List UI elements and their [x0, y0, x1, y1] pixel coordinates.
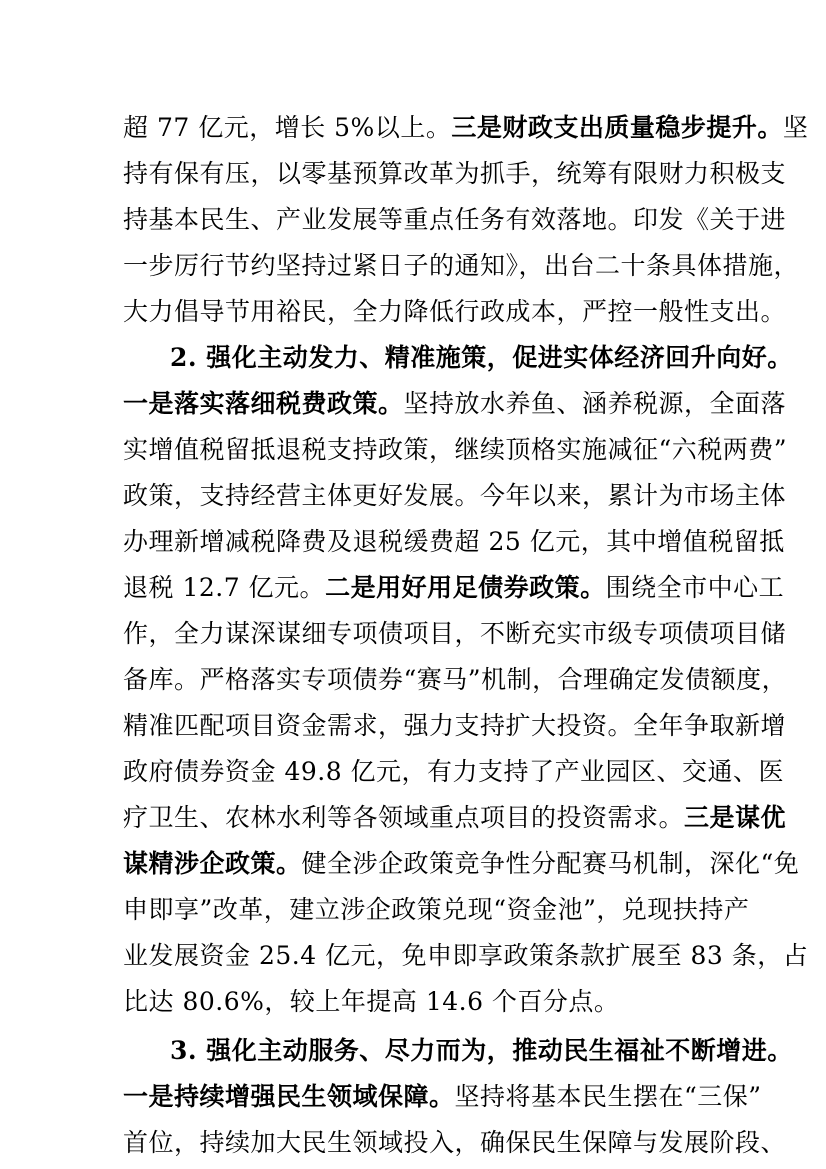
paragraph-line-13	[123, 657, 788, 703]
line-7-text: 坚持放水养鱼、涵养税源，全面落	[403, 389, 787, 418]
line-11-text-a: 退税 12.7 亿元。	[123, 573, 326, 602]
paragraph-line-9	[123, 473, 787, 519]
paragraph-line-15	[123, 749, 785, 795]
paragraph-line-23	[123, 1120, 787, 1166]
line-1-text-b: 坚	[782, 113, 809, 142]
line-10-text: 办理新增减税降费及退税缓费超 25 亿元，其中增值税留抵	[123, 527, 785, 556]
line-23-text: 首位，持续加大民生领域投入，确保民生保障与发展阶段、	[123, 1128, 787, 1157]
line-16-text: 疗卫生、农林水利等各领域重点项目的投资需求。	[123, 803, 685, 832]
line-18-text: 申即享”改革，建立涉企政策兑现“资金池”，兑现扶持产	[123, 895, 750, 924]
paragraph-line-11	[123, 565, 785, 611]
paragraph-line-2	[123, 151, 787, 197]
section-heading-3	[170, 1028, 793, 1074]
line-12-text: 作，全力谋深谋细专项债项目，不断充实市级专项债项目储	[123, 619, 787, 648]
paragraph-line-8	[123, 427, 788, 473]
paragraph-line-5	[123, 289, 787, 335]
line-14-text: 精准匹配项目资金需求，强力支持扩大投资。全年争取新增	[123, 711, 787, 740]
section-heading-2	[170, 335, 793, 381]
line-8-text: 实增值税留抵退税支持政策，继续顶格实施减征“六税两费”	[123, 435, 788, 464]
line-11-bold-heading: 二是用好用足债券政策。	[325, 573, 606, 602]
section-heading-2-text: 2. 强化主动发力、精准施策，促进实体经济回升向好。	[170, 343, 793, 372]
line-17-text: 健全涉企政策竞争性分配赛马机制，深化“免	[301, 849, 800, 878]
paragraph-line-19	[123, 933, 809, 979]
line-1-text-a: 超 77 亿元，增长 5%以上。	[123, 113, 452, 142]
line-2-text: 持有保有压，以零基预算改革为抓手，统筹有限财力积极支	[123, 159, 787, 188]
line-9-text: 政策，支持经营主体更好发展。今年以来，累计为市场主体	[123, 481, 787, 510]
paragraph-line-22	[123, 1074, 762, 1120]
paragraph-line-1	[123, 105, 809, 151]
line-20-text: 比达 80.6%，较上年提高 14.6 个百分点。	[123, 987, 620, 1016]
line-19-text: 业发展资金 25.4 亿元，免申即享政策条款扩展至 83 条，占	[123, 941, 809, 970]
line-4-text: 一步厉行节约坚持过紧日子的通知》，出台二十条具体措施，	[123, 251, 800, 280]
paragraph-line-7	[123, 381, 787, 427]
paragraph-line-18	[123, 887, 750, 933]
line-1-bold-heading: 三是财政支出质量稳步提升。	[451, 113, 783, 142]
paragraph-line-20	[123, 979, 705, 1025]
paragraph-line-17	[123, 841, 800, 887]
paragraph-line-10	[123, 519, 785, 565]
paragraph-line-16	[123, 795, 787, 841]
line-13-text: 备库。严格落实专项债券“赛马”机制，合理确定发债额度，	[123, 665, 788, 694]
paragraph-line-14	[123, 703, 787, 749]
line-5-text: 大力倡导节用裕民，全力降低行政成本，严控一般性支出。	[123, 297, 787, 326]
paragraph-line-12	[123, 611, 787, 657]
line-22-text: 坚持将基本民生摆在“三保”	[454, 1082, 762, 1111]
line-22-bold-heading: 一是持续增强民生领域保障。	[123, 1082, 455, 1111]
line-17-bold-heading: 谋精涉企政策。	[123, 849, 302, 878]
paragraph-line-3	[123, 197, 787, 243]
line-16-bold-heading: 三是谋优	[684, 803, 787, 832]
line-11-text-b: 围绕全市中心工	[605, 573, 785, 602]
line-3-text: 持基本民生、产业发展等重点任务有效落地。印发《关于进	[123, 205, 787, 234]
line-7-bold-heading: 一是落实落细税费政策。	[123, 389, 404, 418]
paragraph-line-4	[123, 243, 800, 289]
line-15-text: 政府债券资金 49.8 亿元，有力支持了产业园区、交通、医	[123, 757, 785, 786]
section-heading-3-text: 3. 强化主动服务、尽力而为，推动民生福祉不断增进。	[170, 1036, 793, 1065]
